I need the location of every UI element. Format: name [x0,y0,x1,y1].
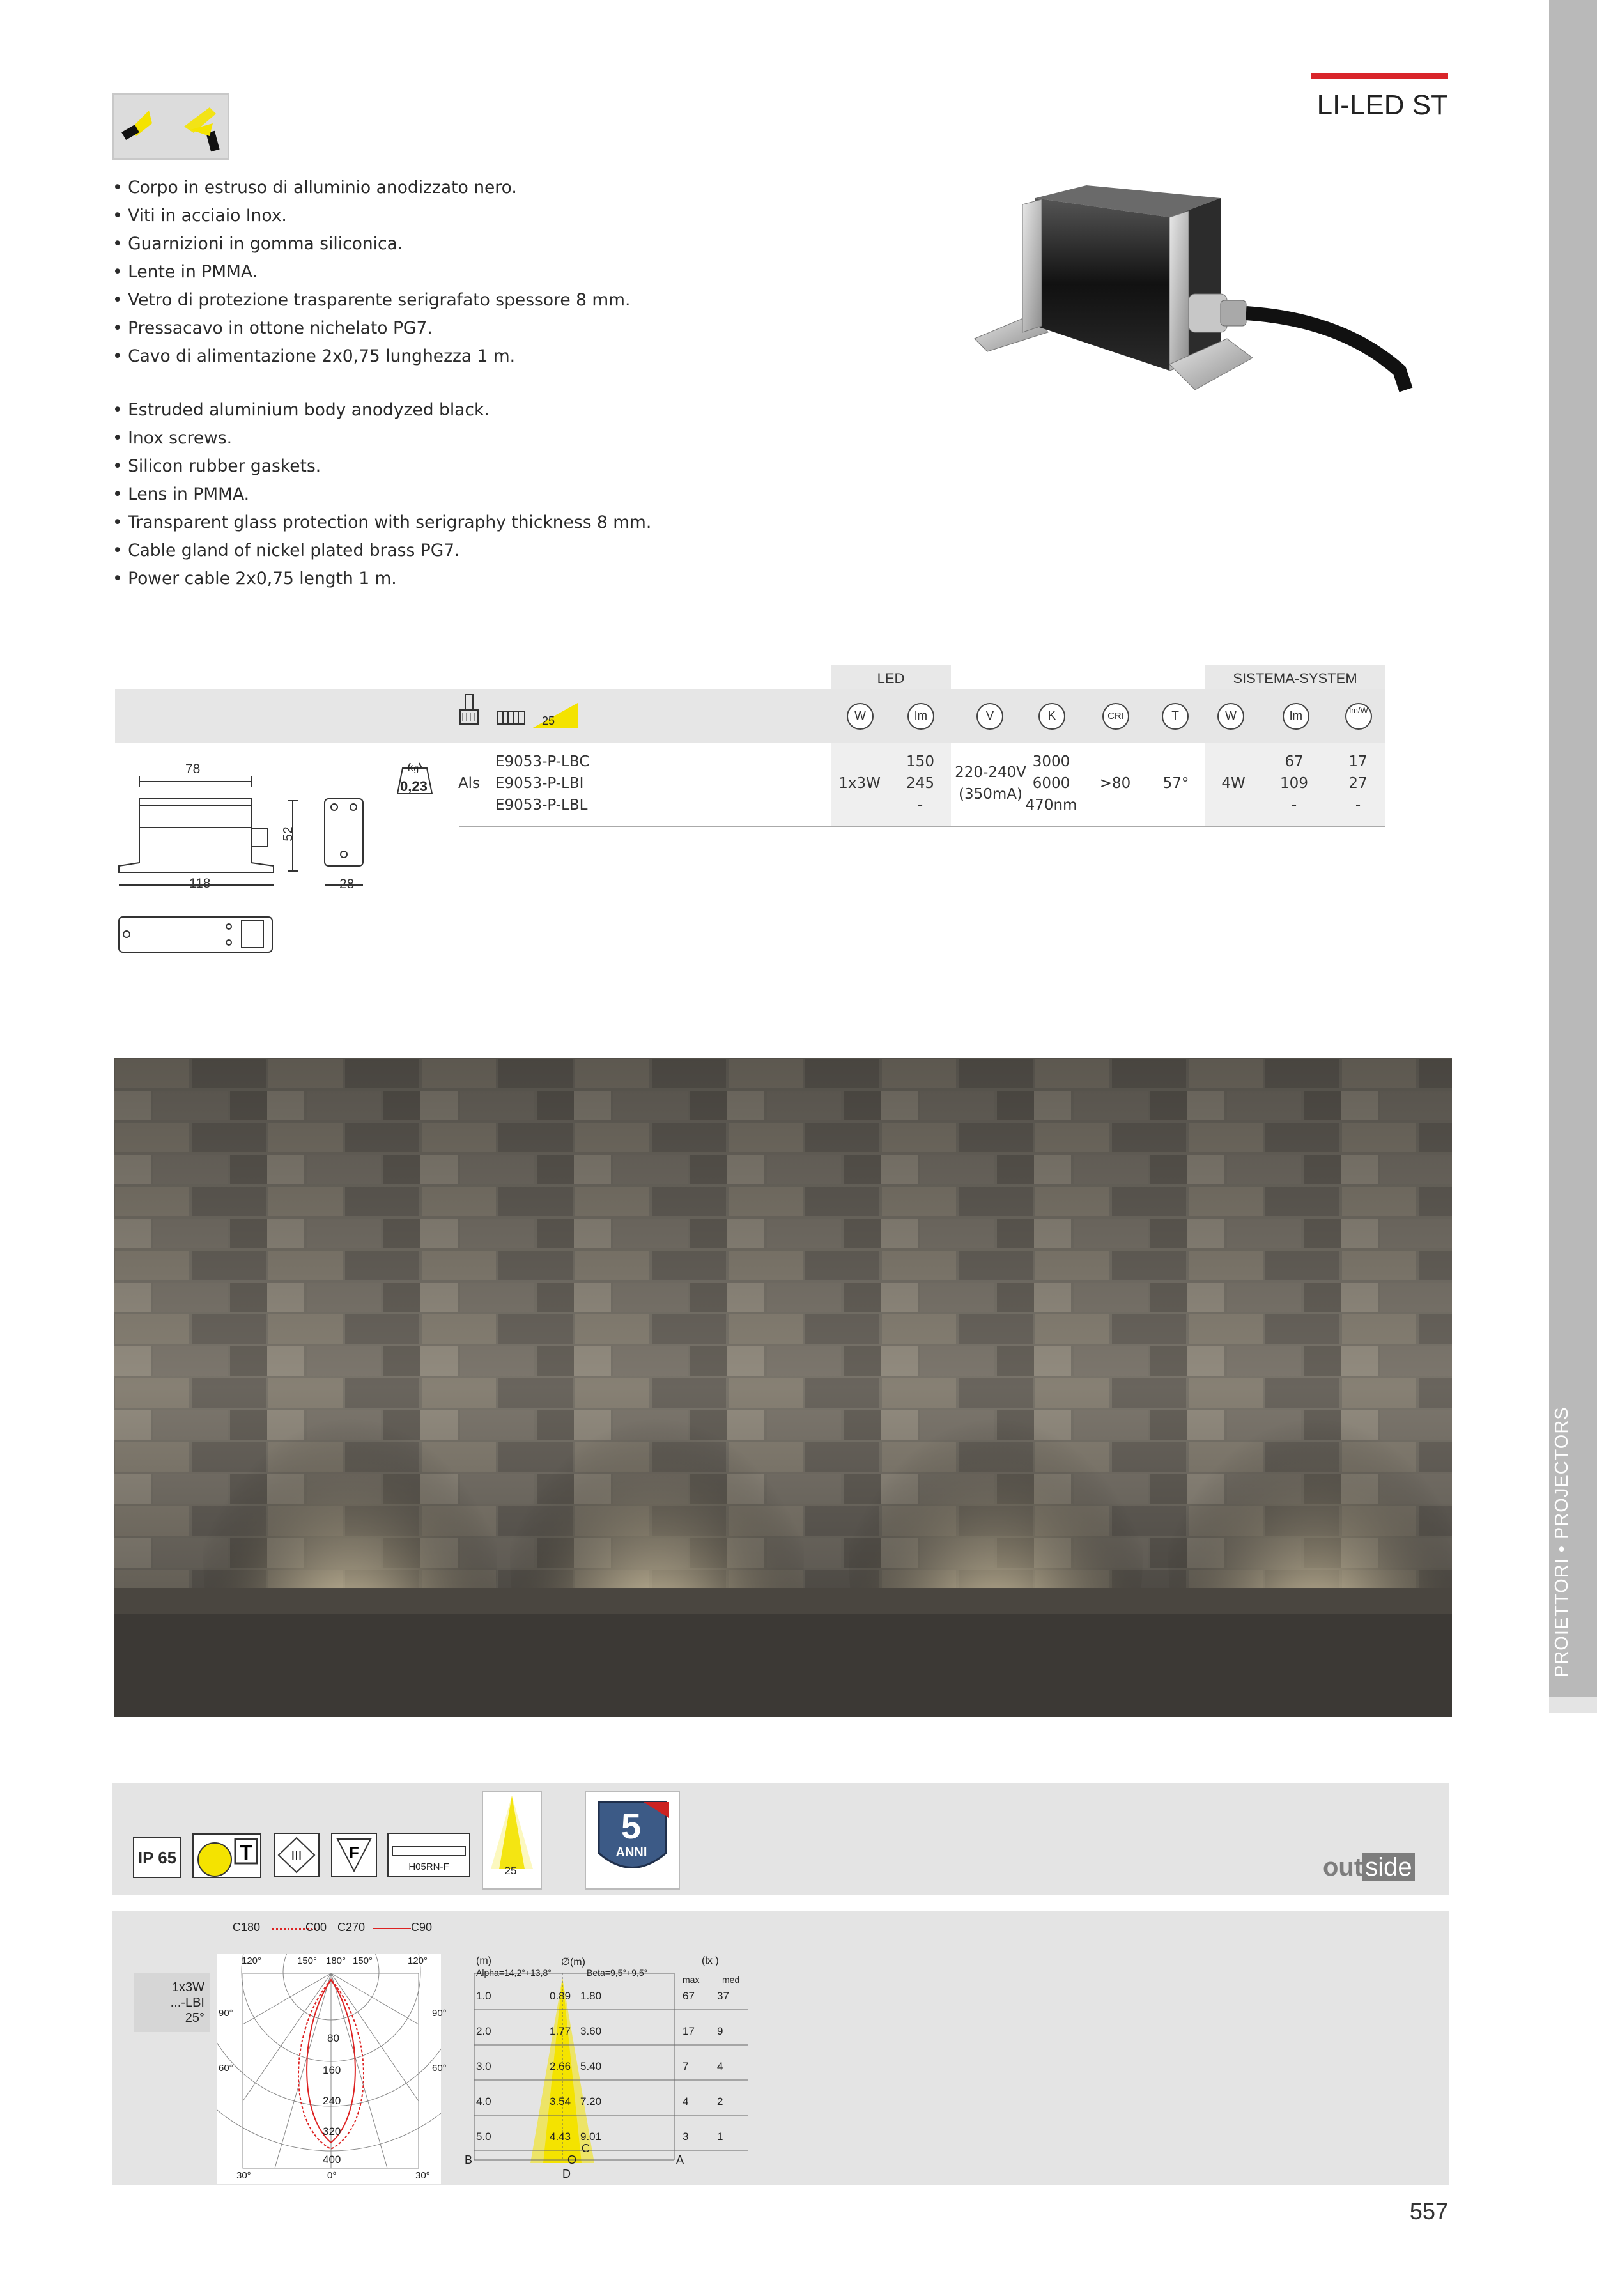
desc-it-item: • Vetro di protezione trasparente serigrafato spessore 8 mm. [112,286,630,314]
cone-row [476,2130,751,2146]
color-temp-col [1016,751,1086,816]
temp-value: 57° [1162,775,1189,792]
product-photo [959,160,1457,415]
product-code: E9053-P-LBI [495,775,584,792]
dimension-drawing [114,757,395,962]
spec-icon-band [115,689,1385,743]
dim-width-top: 78 [185,762,201,776]
polar-label: 180° [326,1955,346,1966]
description-english [112,396,651,593]
bulb-temperature-icon [192,1829,262,1879]
cone-cell-med: 37 [717,1990,729,2002]
system-power: 4W [1221,775,1246,792]
cone-head-diameter: ∅(m) [561,1957,585,1968]
warranty-text: ANNI [615,1845,647,1860]
cone-cell-med: 9 [717,2025,723,2037]
polar-left-60: 60° [219,2063,233,2074]
system-group-label: SISTEMA-SYSTEM [1233,670,1357,686]
led-lumen: 150 [906,753,934,770]
efficacy-col [1329,751,1387,816]
cone-cell-max: 67 [683,1990,695,2002]
polar-ring-320: 320 [323,2125,341,2138]
polar-ring-80: 80 [327,2032,339,2044]
cone-row [476,2025,751,2040]
desc-it-item: • Corpo in estruso di alluminio anodizzato nero. [112,174,630,202]
polar-right-60: 60° [432,2063,447,2074]
page-title: LI-LED ST [1316,89,1448,121]
brand-logo-part: out [1323,1853,1363,1881]
cone-med-label: med [722,1975,740,1985]
legend-solid-line [373,1928,411,1929]
polar-ring-160: 160 [323,2064,341,2076]
led-lumen: - [917,797,923,813]
polar-ring-240: 240 [323,2095,341,2107]
cable-type: H05RN-F [408,1861,449,1872]
volt-icon: V [976,703,1003,730]
polar-bottom-30-right: 30° [415,2170,430,2181]
cone-cell-d2: 5.40 [580,2060,602,2072]
efficacy-icon: lm/W [1345,703,1372,730]
cone-corner-d: D [562,2168,571,2180]
cone-corner-c: C [582,2142,590,2155]
cone-cell-m: 5.0 [476,2130,491,2143]
system-lumen: 109 [1280,775,1308,792]
cone-cell-med: 2 [717,2095,723,2107]
cone-cell-med: 4 [717,2060,723,2072]
system-lumen: 67 [1285,753,1304,770]
grill-icon [497,711,525,725]
beam-angle-label: 25 [504,1865,517,1877]
polar-bottom-0: 0° [327,2170,337,2181]
section-label: PROIETTORI • PROJECTORS [1552,1406,1572,1677]
kelvin-icon: K [1038,703,1065,730]
info-power: 1x3W [171,1980,204,1994]
desc-en-item: • Transparent glass protection with serigraphy thickness 8 mm. [112,509,651,537]
polar-label: 150° [297,1955,318,1966]
legend-c00: C00 [305,1921,327,1934]
system-lumen: - [1291,797,1297,813]
title-accent-line [1311,73,1448,79]
warranty-years: 5 [621,1806,642,1846]
desc-en-item: • Power cable 2x0,75 length 1 m. [112,565,651,593]
legend-c90: C90 [411,1921,433,1934]
page-number: 557 [1409,2198,1448,2224]
svg-text:III: III [291,1849,302,1863]
application-photo [114,1058,1452,1717]
cone-cell-d1: 1.77 [550,2025,571,2037]
cone-cell-d2: 9.01 [580,2130,602,2143]
cone-cell-m: 1.0 [476,1990,491,2002]
cone-cell-d1: 4.43 [550,2130,571,2143]
dim-side-width: 28 [339,877,355,891]
desc-en-item: • Estruded aluminium body anodyzed black. [112,396,651,424]
cri-icon: CRI [1102,703,1129,730]
desc-it-item: • Guarnizioni in gomma siliconica. [112,230,630,258]
cone-cell-max: 7 [683,2060,689,2072]
cri-value: >80 [1099,775,1131,792]
description-italian [112,174,630,371]
svg-text:F: F [349,1843,359,1862]
polar-label: 150° [353,1955,373,1966]
desc-en-item: • Cable gland of nickel plated brass PG7. [112,537,651,565]
color-temp: 6000 [1032,775,1070,792]
led-lumen: 245 [906,775,934,792]
voltage: 220-240V [955,764,1026,781]
polar-left-90: 90° [219,2008,233,2019]
info-angle: 25° [185,2011,204,2025]
watt-icon: W [847,703,874,730]
cone-cell-m: 3.0 [476,2060,491,2072]
desc-en-item: • Silicon rubber gaskets. [112,452,651,481]
info-code: ...-LBI [170,1996,204,2010]
polar-bottom-30-left: 30° [236,2170,251,2181]
desc-it-item: • Cavo di alimentazione 2x0,75 lunghezza 1 m. [112,343,630,371]
desc-en-item: • Lens in PMMA. [112,481,651,509]
polar-ring-400: 400 [323,2153,341,2166]
legend-c270: C270 [337,1921,366,1934]
cone-cell-d2: 3.60 [580,2025,602,2037]
cone-cell-med: 1 [717,2130,723,2143]
efficacy: 17 [1348,753,1368,770]
polar-right-90: 90° [432,2008,447,2019]
beam-angle-value: 25 [542,714,555,727]
efficacy: 27 [1348,775,1368,792]
led-lumen-col [891,751,949,816]
desc-en-item: • Inox screws. [112,424,651,452]
cone-max-label: max [683,1975,700,1985]
mounting-icon [459,693,479,725]
cone-corner-o: O [567,2153,577,2166]
spotlight-pair-icon [112,93,229,160]
ip-rating-badge: IP 65 [133,1837,181,1878]
cone-cell-d1: 2.66 [550,2060,571,2072]
table-divider [459,826,1385,827]
system-lumen-col [1265,751,1323,816]
cone-beta: Beta=9,5°+9,5° [587,1968,648,1978]
temperature-icon: T [1162,703,1189,730]
cone-cell-d1: 3.54 [550,2095,571,2107]
cone-row [476,1990,751,2005]
svg-text:T: T [240,1841,252,1864]
lumen-icon: lm [907,703,934,730]
photometry-info-box [134,1973,210,2032]
cone-cell-m: 2.0 [476,2025,491,2037]
current: (350mA) [959,786,1022,803]
cone-cell-d2: 1.80 [580,1990,602,2002]
efficacy: - [1355,797,1361,813]
desc-it-item: • Pressacavo in ottone nichelato PG7. [112,314,630,343]
cone-cell-max: 3 [683,2130,689,2143]
led-group-label: LED [877,670,905,686]
cone-cell-d1: 0.89 [550,1990,571,2002]
system-watt-icon: W [1217,703,1244,730]
dim-width-bottom: 118 [189,876,211,891]
led-power: 1x3W [838,775,881,792]
weight-value: 0,23 [400,778,428,794]
legend-c180: C180 [233,1921,261,1934]
cone-alpha: Alpha=14,2°+13,8° [476,1968,552,1978]
polar-label: 120° [408,1955,428,1966]
cone-row [476,2095,751,2111]
cone-corner-a: A [676,2153,684,2166]
product-codes [495,751,589,816]
cone-cell-max: 17 [683,2025,695,2037]
color-temp: 3000 [1032,753,1070,770]
brand-logo [1323,1853,1415,1882]
desc-it-item: • Lente in PMMA. [112,258,630,286]
side-tab-footer [1549,1697,1597,1713]
product-code: E9053-P-LBL [495,797,588,813]
cone-cell-m: 4.0 [476,2095,491,2107]
class-iii-icon [274,1833,320,1877]
cone-cell-max: 4 [683,2095,689,2107]
f-mark-icon [331,1833,377,1877]
color-temp: 470nm [1025,797,1077,813]
system-lumen-icon: lm [1283,703,1309,730]
dim-height: 52 [281,826,296,842]
polar-label: 120° [242,1955,262,1966]
desc-it-item: • Viti in acciaio Inox. [112,202,630,230]
weight-unit: Kg [408,763,419,773]
brand-logo-part: side [1362,1853,1414,1881]
cone-row [476,2060,751,2076]
product-code: E9053-P-LBC [495,753,590,770]
cone-cell-d2: 7.20 [580,2095,602,2107]
finish-code: Als [458,775,481,792]
cone-head-m: (m) [476,1955,491,1966]
cone-head-lx: (lx ) [702,1955,719,1966]
cone-corner-b: B [465,2153,473,2166]
